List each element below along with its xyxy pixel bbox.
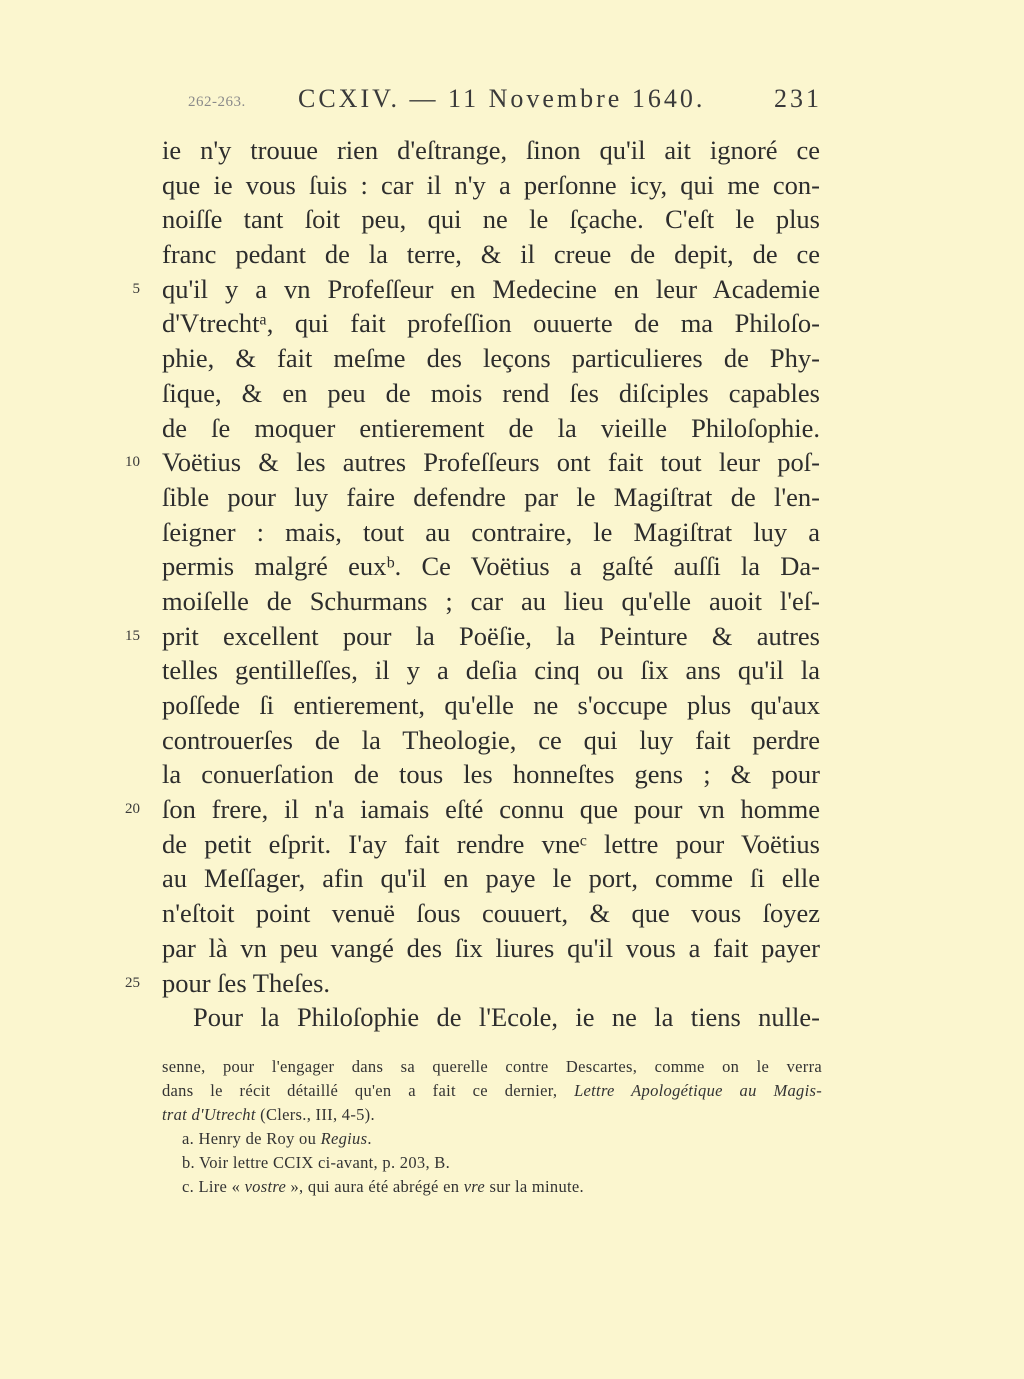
text-line (0, 1000, 1024, 1035)
page-number: 231 (774, 84, 822, 113)
text-line (0, 168, 1024, 203)
footnote-italic: vre (463, 1177, 486, 1196)
line-text: d'Vtrechtᵃ, qui fait profeſſion ouuerte de ma Philoſo- (162, 308, 820, 339)
text-line (0, 515, 1024, 550)
line-text: permis malgré euxᵇ. Ce Voëtius a gaſté auſſi la Da- (162, 551, 820, 582)
footnotes (162, 1055, 822, 1199)
footnote-continuation-line: senne, pour l'engager dans sa querelle contre Descartes, comme on le verra (162, 1057, 822, 1076)
text-line (0, 688, 1024, 723)
footnote-text: (Clers., III, 4-5). (255, 1105, 375, 1124)
line-text: moiſelle de Schurmans ; car au lieu qu'elle auoit l'eſ- (162, 585, 820, 616)
text-line (0, 723, 1024, 758)
text-line (0, 792, 1024, 827)
line-text: phie, & fait meſme des leçons particulieres de Phy- (162, 343, 820, 374)
running-header (0, 84, 1024, 120)
footnote-text: . (367, 1129, 372, 1148)
running-title: CCXIV. — 11 Novembre 1640. (298, 84, 706, 113)
text-line (0, 341, 1024, 376)
footnote-text: dans le récit détaillé qu'en a fait ce dernier, (162, 1081, 575, 1100)
line-number: 5 (132, 280, 140, 297)
footnote-text: sur la minute. (485, 1177, 584, 1196)
text-line (0, 133, 1024, 168)
footnote-b: b. Voir lettre CCIX ci-avant, p. 203, B. (182, 1153, 451, 1172)
line-text: prit excellent pour la Poëſie, la Peinture & autres (162, 620, 820, 651)
line-text: de ſe moquer entierement de la vieille Philoſophie. (162, 412, 820, 443)
line-text: ſon frere, il n'a iamais eſté connu que pour vn homme (162, 794, 820, 825)
line-text: Voëtius & les autres Profeſſeurs ont fait tout leur poſ- (162, 447, 820, 478)
footnote-continuation-line (162, 1103, 822, 1127)
line-text: de petit eſprit. I'ay fait rendre vneᶜ lettre pour Voëtius (162, 828, 820, 859)
line-text: ſible pour luy faire defendre par le Magiſtrat de l'en- (162, 481, 820, 512)
footnote-italic-title: Lettre Apologétique au Magis- (574, 1081, 822, 1100)
line-text: controuerſes de la Theologie, ce qui luy fait perdre (162, 724, 820, 755)
line-text: noiſſe tant ſoit peu, qui ne le ſçache. C'eſt le plus (162, 204, 820, 235)
text-line (0, 411, 1024, 446)
footnote-text: c. Lire « (182, 1177, 245, 1196)
line-text: la conuerſation de tous les honneſtes gens ; & pour (162, 759, 820, 790)
text-line (0, 549, 1024, 584)
text-line (0, 272, 1024, 307)
line-number: 20 (125, 801, 140, 818)
line-text: au Meſſager, afin qu'il en paye le port, comme ſi elle (162, 863, 820, 894)
line-text: poſſede ſi entierement, qu'elle ne s'occupe plus qu'aux (162, 690, 820, 720)
footnote-text: a. Henry de Roy ou (182, 1129, 321, 1148)
text-line (0, 619, 1024, 654)
line-number: 15 (125, 627, 140, 644)
text-line (0, 653, 1024, 688)
line-number: 10 (125, 454, 140, 471)
footnote-c (162, 1175, 822, 1199)
text-line (0, 480, 1024, 515)
line-text: franc pedant de la terre, & il creue de depit, de ce (162, 239, 820, 270)
footnote-continuation-line (162, 1079, 822, 1103)
footnote-italic: vostre (244, 1177, 287, 1196)
line-text: Pour la Philoſophie de l'Ecole, ie ne la tiens nulle- (193, 1002, 820, 1033)
text-line (0, 306, 1024, 341)
line-text: pour ſes Theſes. (162, 967, 331, 998)
text-line (0, 376, 1024, 411)
text-line (0, 757, 1024, 792)
page-reference: 262-263. (188, 94, 246, 110)
text-line (0, 202, 1024, 237)
footnote-italic-title: trat d'Utrecht (162, 1105, 256, 1124)
footnote-text: », qui aura été abrégé en (286, 1177, 464, 1196)
text-line (0, 237, 1024, 272)
line-text: n'eſtoit point venuë ſous couuert, & que vous ſoyez (162, 898, 820, 929)
line-text: ſique, & en peu de mois rend ſes diſciples capables (162, 377, 820, 408)
text-line (0, 931, 1024, 966)
footnote-a (162, 1127, 822, 1151)
line-text: par là vn peu vangé des ſix liures qu'il vous a fait payer (162, 932, 820, 963)
line-number: 25 (125, 974, 140, 991)
text-line (0, 861, 1024, 896)
line-text: qu'il y a vn Profeſſeur en Medecine en leur Academie (162, 273, 820, 304)
line-text: ſeigner : mais, tout au contraire, le Magiſtrat luy a (162, 516, 820, 547)
footnote-italic: Regius (320, 1129, 368, 1148)
text-line (0, 584, 1024, 619)
text-line (0, 445, 1024, 480)
text-line (0, 896, 1024, 931)
text-line (0, 827, 1024, 862)
line-text: que ie vous ſuis : car il n'y a perſonne icy, qui me con- (162, 169, 820, 200)
line-text: ie n'y trouue rien d'eſtrange, ſinon qu'il ait ignoré ce (162, 135, 820, 165)
text-line (0, 966, 1024, 1001)
line-text: telles gentilleſſes, il y a deſia cinq ou ſix ans qu'il la (162, 655, 820, 686)
letter-body (0, 133, 1024, 1035)
